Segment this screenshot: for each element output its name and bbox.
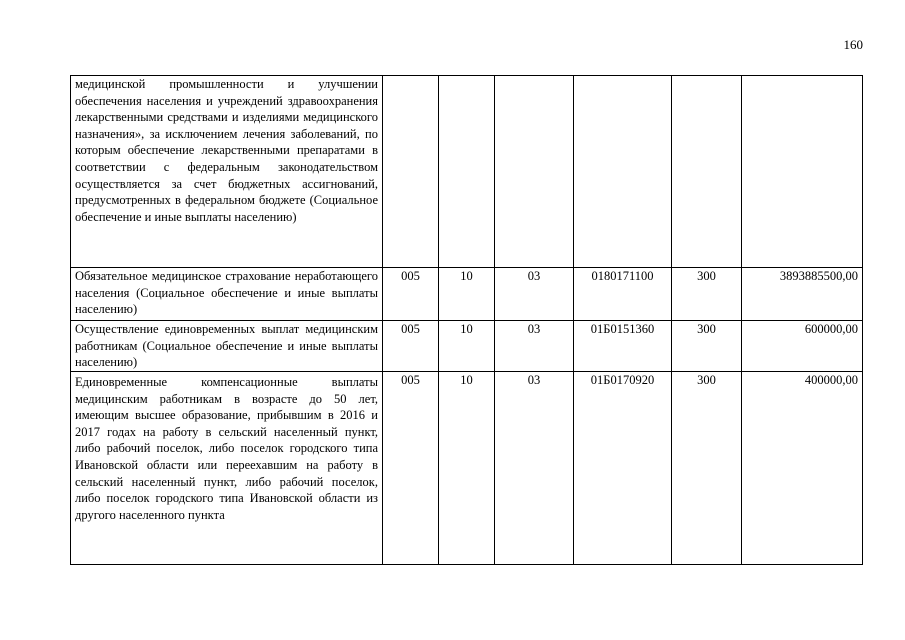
target-article-cell [574,76,672,268]
row-description: Единовременные компенсационные выплаты медицинским работникам в возрасте до 50 лет, имеющим высшее образование, прибывшим в 2016 и 2017 годах на работу в сельский населенный пункт, либо рабочий поселок, либо поселок городского типа Ивановской области или переехавшим на работу в сельский населенный пункт, либо рабочий поселок, либо поселок городского типа Ивановской области из другого населенного пункта [75,375,378,522]
section-code-cell: 10 [439,372,495,565]
table-row [71,372,863,565]
budget-table [70,75,863,565]
table-row [71,76,863,268]
expense-type-cell: 300 [672,321,742,372]
ministry-code-cell: 005 [383,268,439,321]
row-description-cell [71,372,383,565]
row-description: медицинской промышленности и улучшении обеспечения населения и учреждений здравоохранения лекарственными средствами и изделиями медицинского назначения», за исключением лечения заболеваний, по которым обеспечение лекарственными препаратами в соответствии с федеральным законодательством осуществляется за счет бюджетных ассигнований, предусмотренных в федеральном бюджете (Социальное обеспечение и иные выплаты населению) [71,76,383,268]
expense-type-cell: 300 [672,268,742,321]
expense-type-cell [672,76,742,268]
row-description: Осуществление единовременных выплат медицинским работникам (Социальное обеспечение и иные выплаты населению) [71,321,383,372]
page-number: 160 [843,37,863,52]
amount-cell: 3893885500,00 [742,268,863,321]
amount-cell [742,76,863,268]
target-article-cell: 01Б0151360 [574,321,672,372]
table-row [71,321,863,372]
subsection-code-cell: 03 [495,321,574,372]
subsection-code-cell: 03 [495,372,574,565]
target-article-cell: 01Б0170920 [574,372,672,565]
target-article-cell: 0180171100 [574,268,672,321]
subsection-code-cell [495,76,574,268]
ministry-code-cell: 005 [383,372,439,565]
ministry-code-cell [383,76,439,268]
amount-cell: 400000,00 [742,372,863,565]
expense-type-cell: 300 [672,372,742,565]
section-code-cell: 10 [439,321,495,372]
section-code-cell: 10 [439,268,495,321]
amount-cell: 600000,00 [742,321,863,372]
row-description: Обязательное медицинское страхование неработающего населения (Социальное обеспечение и иные выплаты населению) [71,268,383,321]
subsection-code-cell: 03 [495,268,574,321]
table-row [71,268,863,321]
ministry-code-cell: 005 [383,321,439,372]
section-code-cell [439,76,495,268]
